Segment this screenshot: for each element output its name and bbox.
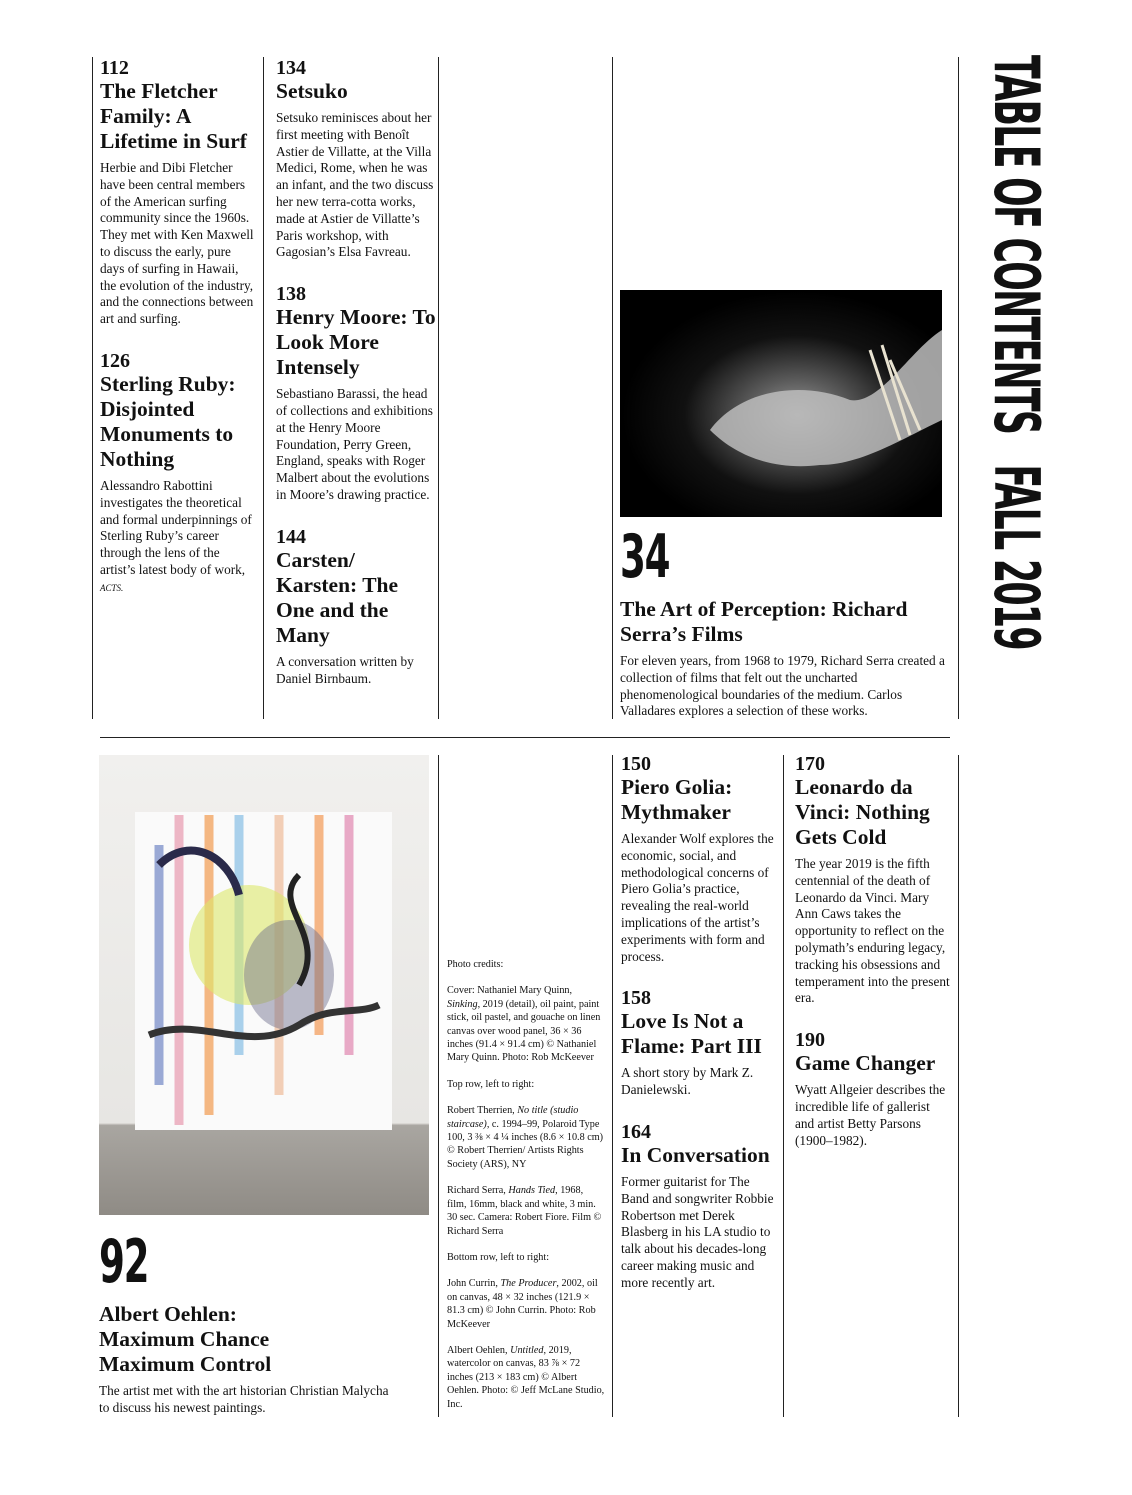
credit-oehlen: Albert Oehlen, Untitled, 2019, watercolor on canvas, 83 ⅞ × 72 inches (213 × 183 cm) © Albert Oehlen. Photo: © Jeff McLane Studio, Inc. [447,1344,605,1410]
article-112[interactable] [100,57,258,328]
article-title: In Conversation [621,1142,770,1167]
article-164[interactable] [621,1121,779,1292]
article-desc: Sebastiano Barassi, the head of collections and exhibitions at the Henry Moore Foundation, Perry Green, England, speaks with Roger Malbert about the evolutions in Moore’s drawing practice. [276,386,433,502]
article-150[interactable] [621,753,779,965]
page-number: 126 [100,349,130,372]
article-desc: Setsuko reminisces about her first meeting with Benoît Astier de Villatte, at the Villa Medici, Rome, when he was an infant, and the two discuss her new terra-cotta works, made at Astier de Villatte’s Paris workshop, with Gagosian’s Elsa Favreau. [276,110,434,260]
page-number: 164 [621,1120,651,1143]
credit-cover: Cover: Nathaniel Mary Quinn, Sinking, 2019 (detail), oil paint, paint stick, oil pastel, and gouache on linen canvas over wood panel, 36 × 36 inches (91.4 × 91.4 cm) © Nathaniel Mary Quinn. Photo: Rob McKeever [447,985,601,1064]
article-desc: The artist met with the art historian Christian Malycha to discuss his newest paintings. [99,1383,389,1415]
article-desc: A conversation written by Daniel Birnbaum. [276,653,414,686]
article-190[interactable] [795,1029,950,1149]
article-desc: Herbie and Dibi Fletcher have been central members of the American surfing community since the 1960s. They met with Ken Maxwell to discuss the early, pure days of surfing in Hawaii, the evolution of the industry, and the connections between art and surfing. [100,160,254,327]
page-number: 138 [276,283,306,306]
page-number: 144 [276,525,306,548]
article-title: Love Is Not a Flame: Part III [621,1009,762,1059]
article-170[interactable] [795,753,950,1007]
credit-currin: John Currin, The Producer, 2002, oil on canvas, 48 × 32 inches (121.9 × 81.3 cm) © John Currin. Photo: Rob McKeever [447,1278,598,1330]
oehlen-painting-photo [99,755,429,1215]
column-rule [263,57,264,719]
column-rule [958,57,959,719]
article-desc: A short story by Mark Z. Danielewski. [621,1065,754,1098]
feature-34[interactable] [620,522,950,720]
column-rule [438,755,439,1417]
article-126[interactable] [100,350,258,597]
top-column-1 [100,57,258,619]
page-number: 190 [795,1029,825,1052]
article-desc: Alessandro Rabottini investigates the theoretical and formal underpinnings of Sterling Ruby’s career through the lens of the artist’s latest body of work, ACTS. [100,477,252,593]
column-rule [612,57,613,719]
column-rule [612,755,613,1417]
article-title: Henry Moore: To Look More Intensely [276,305,436,380]
article-desc: Former guitarist for The Band and songwriter Robbie Robertson met Derek Blasberg in his LA studio to talk about his decades-long career making music and more recently art. [621,1173,774,1290]
article-desc: The year 2019 is the fifth centennial of the death of Leonardo da Vinci. Mary Ann Caws takes the opportunity to reflect on the polymath’s enduring legacy, tracking his obsessions and temperament into the present era. [795,856,950,1006]
credits-heading: Photo credits: [447,959,504,970]
top-column-2 [276,57,436,709]
hands-image [620,290,942,517]
row-divider [100,737,950,738]
article-desc: For eleven years, from 1968 to 1979, Richard Serra created a collection of films that felt out the uncharted phenomenological boundaries of the medium. Carlos Valladares explores a selection of these works. [620,653,945,719]
column-rule [92,57,93,719]
article-158[interactable] [621,987,779,1099]
page-number: 170 [795,753,825,775]
page-number: 34 [620,522,670,592]
article-title: Sterling Ruby: Disjointed Monuments to Nothing [100,371,236,471]
article-144[interactable] [276,526,436,688]
credit-serra: Richard Serra, Hands Tied, 1968, film, 16mm, black and white, 3 min. 30 sec. Camera: Robert Fiore. Film © Richard Serra [447,1185,602,1237]
painting-image [99,755,429,1215]
credits-subheading: Top row, left to right: [447,1078,535,1090]
bottom-column-3 [621,753,779,1314]
article-desc: Wyatt Allgeier describes the incredible life of gallerist and artist Betty Parsons (1900–1982). [795,1082,946,1148]
article-desc: Alexander Wolf explores the economic, social, and methodological concerns of Piero Golia’s practice, revealing the real-world implications of the artist’s experiments with form and process. [621,831,774,964]
article-title: The Fletcher Family: A Lifetime in Surf [100,79,247,153]
article-title: Leonardo da Vinci: Nothing Gets Cold [795,775,930,849]
credit-therrien: Robert Therrien, No title (studio staircase), c. 1994–99, Polaroid Type 100, 3 ⅜ × 4 ¼ inches (8.6 × 10.8 cm) © Robert Therrien/ Artists Rights Society (ARS), NY [447,1105,604,1170]
photo-credits [447,958,605,1424]
hands-tied-photo [620,290,942,517]
column-rule [438,57,439,719]
credits-subheading: Bottom row, left to right: [447,1251,550,1263]
page-number: 158 [621,987,651,1010]
column-rule [783,755,784,1417]
article-title: Albert Oehlen: Maximum Chance Maximum Control [99,1302,272,1376]
feature-92[interactable] [99,1227,429,1417]
article-title: Carsten/ Karsten: The One and the Many [276,547,399,647]
article-138[interactable] [276,283,436,504]
article-134[interactable] [276,57,436,261]
page-number: 134 [276,57,306,79]
article-title: Piero Golia: Mythmaker [621,775,733,824]
column-rule [958,755,959,1417]
page-number: 150 [621,753,651,775]
side-title: TABLE OF CONTENTS FALL 2019 [980,55,1053,649]
page-number: 92 [99,1227,149,1297]
article-title: The Art of Perception: Richard Serra’s Films [620,597,908,646]
bottom-column-4 [795,753,950,1171]
article-title: Game Changer [795,1051,936,1076]
page-number: 112 [100,57,129,79]
article-title: Setsuko [276,79,348,103]
